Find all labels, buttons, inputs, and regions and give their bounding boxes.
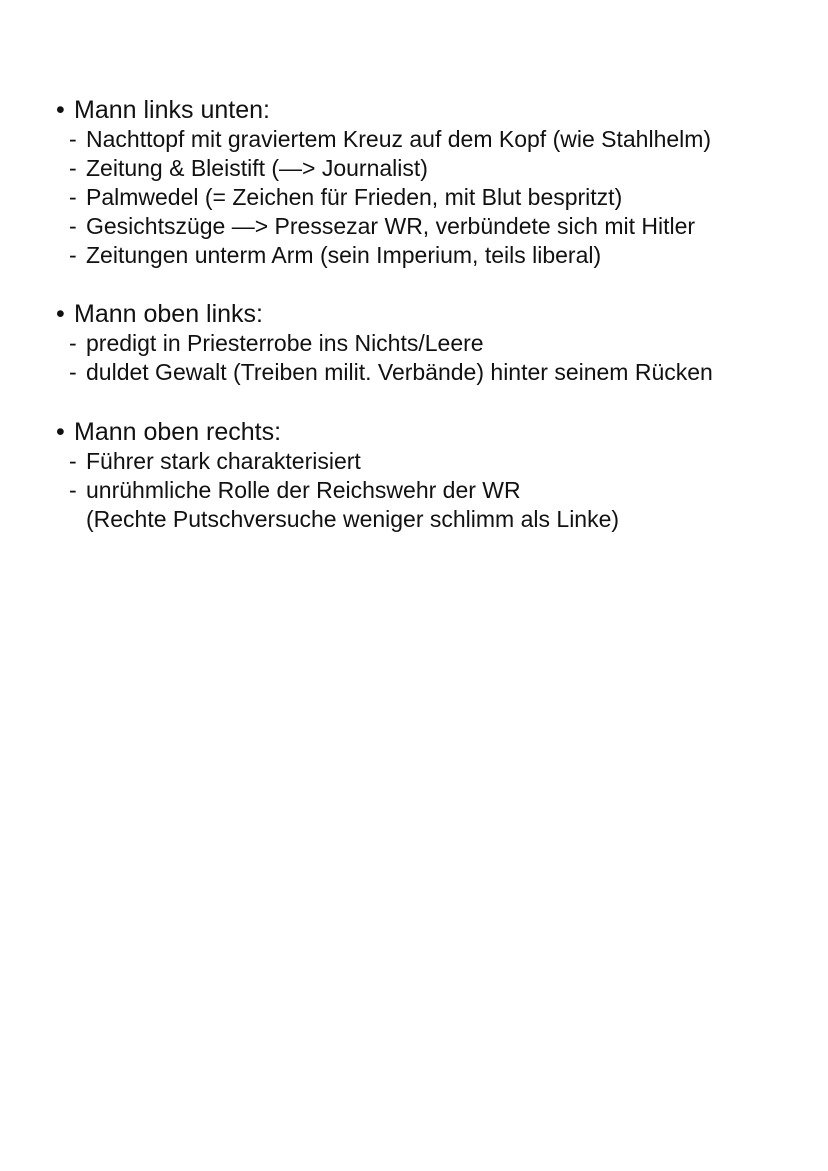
section-heading — [56, 300, 796, 329]
section-heading — [56, 418, 796, 447]
bullet-icon: • — [56, 96, 65, 124]
item-text: duldet Gewalt (Treiben milit. Verbände) hinter seinem Rücken — [86, 359, 713, 385]
item-text: Palmwedel (= Zeichen für Frieden, mit Blut bespritzt) — [86, 184, 623, 210]
item-text: unrühmliche Rolle der Reichswehr der WR — [86, 477, 521, 503]
item-text: Führer stark charakterisiert — [86, 448, 361, 474]
section-heading — [56, 96, 796, 125]
list-item — [56, 154, 796, 183]
heading-text: Mann oben links: — [74, 300, 264, 328]
bullet-icon: • — [56, 418, 65, 446]
section-mann-oben-links — [56, 300, 796, 387]
dash-marker: - — [69, 477, 77, 503]
item-text: Nachttopf mit graviertem Kreuz auf dem Kopf (wie Stahlhelm) — [86, 126, 712, 152]
list-item — [56, 476, 796, 505]
heading-text: Mann oben rechts: — [74, 418, 282, 446]
list-item — [56, 241, 796, 270]
bullet-icon: • — [56, 300, 65, 328]
item-text: Zeitungen unterm Arm (sein Imperium, teils liberal) — [86, 242, 602, 268]
item-list — [56, 125, 796, 270]
list-item — [56, 125, 796, 154]
list-item — [56, 183, 796, 212]
list-item — [56, 447, 796, 476]
dash-marker: - — [69, 155, 77, 181]
dash-marker: - — [69, 184, 77, 210]
dash-marker: - — [69, 126, 77, 152]
dash-marker: - — [69, 330, 77, 356]
section-mann-links-unten — [56, 96, 796, 270]
list-item — [56, 329, 796, 358]
list-item — [56, 212, 796, 241]
section-mann-oben-rechts — [56, 418, 796, 534]
dash-marker: - — [69, 242, 77, 268]
item-list — [56, 447, 796, 534]
heading-text: Mann links unten: — [74, 96, 270, 124]
item-text: (Rechte Putschversuche weniger schlimm als Linke) — [86, 506, 620, 532]
dash-marker: - — [69, 359, 77, 385]
list-item-continuation — [56, 505, 796, 534]
item-text: Zeitung & Bleistift (—> Journalist) — [86, 155, 428, 181]
list-item — [56, 358, 796, 387]
dash-marker: - — [69, 448, 77, 474]
dash-marker: - — [69, 213, 77, 239]
item-text: predigt in Priesterrobe ins Nichts/Leere — [86, 330, 484, 356]
item-text: Gesichtszüge —> Pressezar WR, verbündete sich mit Hitler — [86, 213, 696, 239]
item-list — [56, 329, 796, 387]
